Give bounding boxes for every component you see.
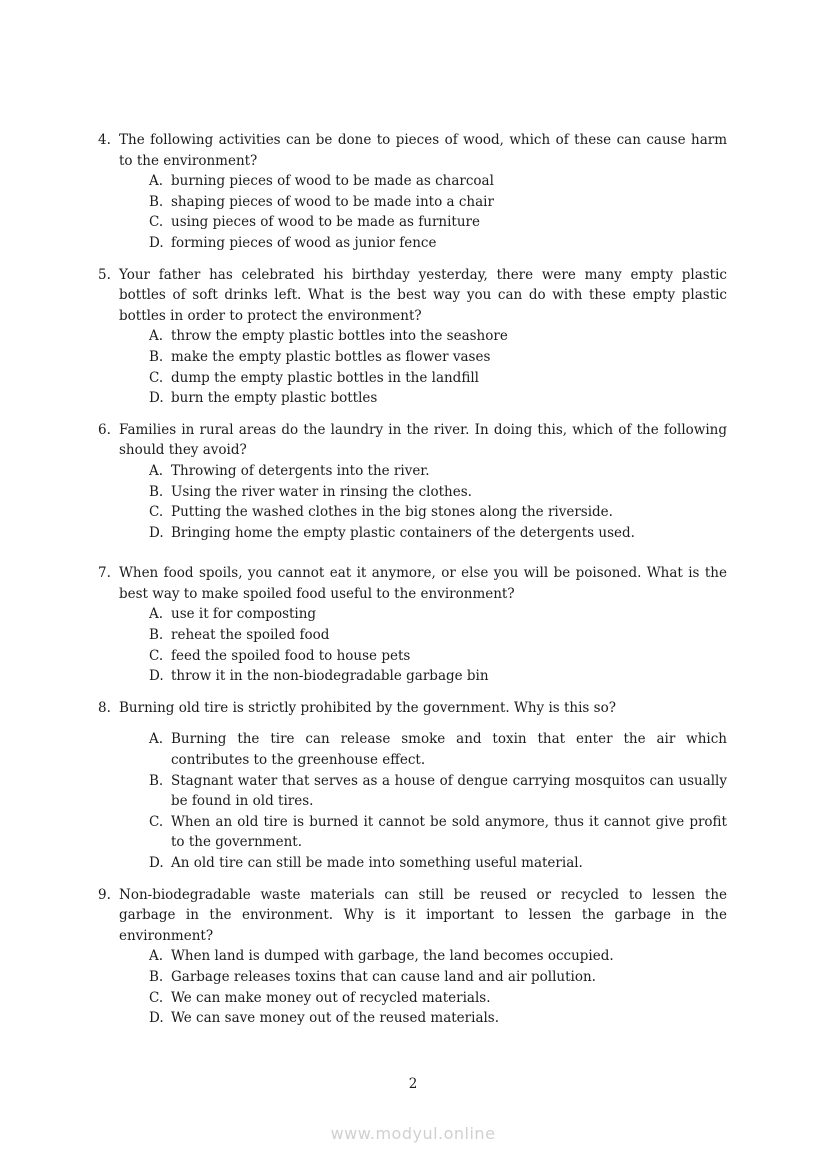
- question-number: 7.: [98, 565, 111, 582]
- question-body: [119, 885, 727, 1029]
- option-label: D.: [149, 524, 164, 541]
- option: [149, 1008, 727, 1029]
- question-stem: Burning old tire is strictly prohibited by the government. Why is this so?: [119, 699, 616, 716]
- option-list: [149, 461, 727, 543]
- question-stem: The following activities can be done to pieces of wood, which of these can cause harm to the environment?: [119, 132, 727, 169]
- option-text: An old tire can still be made into something useful material.: [171, 855, 583, 871]
- option: [149, 771, 727, 812]
- option-label: B.: [149, 348, 164, 365]
- option-label: C.: [149, 989, 164, 1006]
- question-body: [119, 130, 727, 254]
- option: [149, 347, 727, 368]
- option-text: make the empty plastic bottles as flower vases: [171, 348, 491, 365]
- question: [98, 698, 727, 874]
- question-body: [119, 563, 727, 687]
- option: [149, 482, 727, 503]
- option-text: dump the empty plastic bottles in the landfill: [171, 369, 479, 386]
- option-text: When land is dumped with garbage, the land becomes occupied.: [171, 948, 614, 965]
- watermark: www.modyul.online: [330, 1124, 496, 1143]
- question: [98, 130, 727, 254]
- option-label: D.: [149, 390, 164, 407]
- option-label: B.: [149, 772, 164, 789]
- option-label: A.: [149, 731, 164, 748]
- question-body: [119, 698, 727, 874]
- option-label: A.: [149, 462, 164, 479]
- option: [149, 523, 727, 544]
- option: [149, 646, 727, 667]
- option: [149, 171, 727, 192]
- option-label: D.: [149, 234, 164, 251]
- question-stem: Non-biodegradable waste materials can still be reused or recycled to lessen the garbage in the environment. Why is it important to lessen the garbage in the environment?: [119, 886, 727, 944]
- option-text: use it for composting: [171, 606, 317, 623]
- option: [149, 388, 727, 409]
- option-text: reheat the spoiled food: [171, 627, 330, 644]
- option-text: using pieces of wood to be made as furniture: [171, 214, 480, 231]
- question: [98, 563, 727, 687]
- option-text: We can make money out of recycled materials.: [171, 989, 491, 1006]
- question-number: 9.: [98, 886, 111, 903]
- option-text: Stagnant water that serves as a house of dengue carrying mosquitos can usually be found in old tires.: [171, 772, 727, 810]
- option: [149, 212, 727, 233]
- option-text: shaping pieces of wood to be made into a chair: [171, 193, 494, 210]
- option: [149, 461, 727, 482]
- option-list: [149, 946, 727, 1028]
- option-text: We can save money out of the reused materials.: [171, 1010, 500, 1027]
- option-label: A.: [149, 606, 164, 623]
- option-label: D.: [149, 855, 164, 871]
- option: [149, 604, 727, 625]
- question: [98, 885, 727, 1029]
- option: [149, 729, 727, 770]
- option-label: C.: [149, 504, 164, 521]
- question-list: [98, 130, 727, 1029]
- option-text: Burning the tire can release smoke and toxin that enter the air which contributes to the greenhouse effect.: [171, 731, 727, 769]
- question-body: [119, 420, 727, 544]
- option-text: Throwing of detergents into the river.: [171, 462, 430, 479]
- option: [149, 812, 727, 853]
- option: [149, 502, 727, 523]
- question: [98, 420, 727, 544]
- option: [149, 192, 727, 213]
- question-number: 4.: [98, 132, 111, 148]
- option: [149, 666, 727, 687]
- option: [149, 853, 727, 874]
- option-label: C.: [149, 214, 164, 231]
- page-number: 2: [408, 1076, 418, 1092]
- option-label: B.: [149, 627, 164, 644]
- option: [149, 326, 727, 347]
- option-label: B.: [149, 193, 164, 210]
- option-label: A.: [149, 948, 164, 965]
- option-text: feed the spoiled food to house pets: [171, 647, 411, 664]
- option: [149, 988, 727, 1009]
- option-text: throw the empty plastic bottles into the seashore: [171, 328, 508, 345]
- option-label: A.: [149, 328, 164, 345]
- option-text: throw it in the non-biodegradable garbage bin: [171, 668, 489, 685]
- option: [149, 233, 727, 254]
- option-label: D.: [149, 668, 164, 685]
- question-number: 5.: [98, 266, 111, 283]
- option-text: burning pieces of wood to be made as charcoal: [171, 173, 494, 190]
- option-text: Garbage releases toxins that can cause land and air pollution.: [171, 968, 596, 985]
- option-label: B.: [149, 483, 164, 500]
- option-label: B.: [149, 968, 164, 985]
- option-label: D.: [149, 1010, 164, 1027]
- option-label: C.: [149, 647, 164, 664]
- option: [149, 625, 727, 646]
- question-stem: Your father has celebrated his birthday yesterday, there were many empty plastic bottles of soft drinks left. What is the best way you can do with these empty plastic bottles in order to protect the environment?: [119, 266, 727, 324]
- option: [149, 946, 727, 967]
- option-text: Putting the washed clothes in the big stones along the riverside.: [171, 504, 613, 521]
- option: [149, 368, 727, 389]
- option-list: [149, 171, 727, 253]
- option-text: Using the river water in rinsing the clothes.: [171, 483, 472, 500]
- option-text: burn the empty plastic bottles: [171, 390, 378, 407]
- option-label: C.: [149, 369, 164, 386]
- option-list: [149, 729, 727, 873]
- question-number: 6.: [98, 421, 111, 438]
- question-body: [119, 265, 727, 409]
- option-text: When an old tire is burned it cannot be sold anymore, thus it cannot give profit to the government.: [171, 813, 727, 851]
- option-list: [149, 604, 727, 686]
- option-text: Bringing home the empty plastic containers of the detergents used.: [171, 524, 635, 541]
- option-label: A.: [149, 173, 164, 190]
- option-text: forming pieces of wood as junior fence: [171, 234, 437, 251]
- option-list: [149, 326, 727, 408]
- question: [98, 265, 727, 409]
- question-stem: Families in rural areas do the laundry in the river. In doing this, which of the following should they avoid?: [119, 421, 727, 459]
- option-label: C.: [149, 813, 164, 830]
- question-stem: When food spoils, you cannot eat it anymore, or else you will be poisoned. What is the best way to make spoiled food useful to the environment?: [119, 565, 727, 602]
- option: [149, 967, 727, 988]
- question-number: 8.: [98, 699, 111, 716]
